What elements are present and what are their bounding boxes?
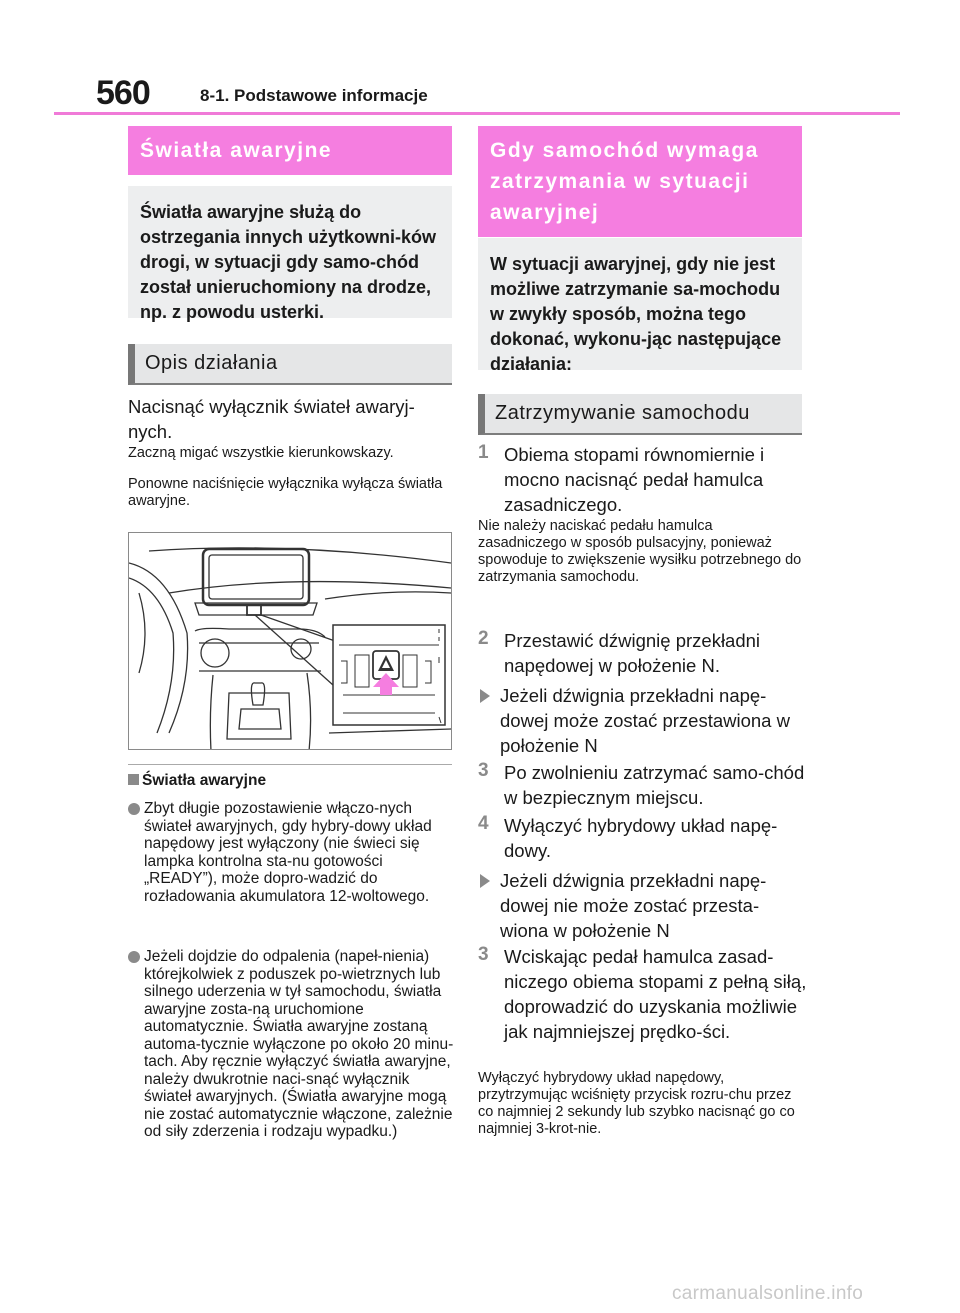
subheading-operation: Opis działania: [128, 344, 452, 385]
square-bullet-icon: [128, 774, 139, 785]
step-text: Wciskając pedał hamulca zasad-niczego obiema stopami z pełną siłą, doprowadzić do uzyskania możliwie jak najmniejszej prędko-ści.: [504, 946, 807, 1042]
arrow-bullet-icon: [480, 689, 490, 703]
intro-box-hazard-lights: [128, 186, 452, 322]
page-number: 560: [96, 74, 150, 112]
step-3b-note: Wyłączyć hybrydowy układ napędowy, przytrzymując wciśnięty przycisk rozru-chu przez co najmniej 2 sekundy lub szybko nacisnąć go co najmniej 3-krot-nie.: [478, 1070, 795, 1137]
watermark: carmanualsonline.info: [672, 1283, 864, 1304]
instruction-press-switch: Nacisnąć wyłącznik świateł awaryj-nych.: [128, 396, 415, 442]
step-number: 4: [478, 813, 489, 834]
step-number: 3: [478, 944, 489, 965]
dashboard-illustration: [128, 532, 452, 750]
step-text: Przestawić dźwignię przekładni napędowej w położenie N.: [504, 630, 761, 676]
figure-divider: [128, 764, 452, 765]
subheading-stopping-vehicle: Zatrzymywanie samochodu: [478, 394, 802, 435]
intro-box-emergency-stop: [478, 238, 802, 374]
step-1-note: Nie należy naciskać pedału hamulca zasadniczego w sposób pulsacyjny, ponieważ spowoduje to zwiększenie wysiłku potrzebnego do zatrzymania samochodu.: [478, 518, 802, 585]
step-number: 1: [478, 442, 489, 463]
step-number: 3: [478, 760, 489, 781]
intro-text: Światła awaryjne służą do ostrzegania innych użytkowni-ków drogi, w sytuacji gdy samo-chód został unieruchomiony na drodze, np. z powodu usterki.: [128, 186, 452, 318]
step-number: 2: [478, 628, 489, 649]
section-title-emergency-stop: Gdy samochód wymaga zatrzymania w sytuacji awaryjnej: [478, 126, 802, 237]
note-indicators-flash: Zaczną migać wszystkie kierunkowskazy.: [128, 445, 394, 461]
arrow-bullet-icon: [480, 874, 490, 888]
intro-text-emergency: W sytuacji awaryjnej, gdy nie jest możliwe zatrzymanie sa-mochodu w zwykły sposób, można tego dokonać, wykonu-jąc następujące działania:: [478, 238, 802, 370]
dashboard-drawing: [129, 533, 452, 750]
page-header: [96, 74, 900, 114]
chapter-title: 8-1. Podstawowe informacje: [200, 86, 428, 105]
header-divider: [54, 112, 900, 115]
step-text: Wyłączyć hybrydowy układ napę-dowy.: [504, 815, 778, 861]
notes-heading: Światła awaryjne: [128, 772, 266, 790]
step-text: Po zwolnieniu zatrzymać samo-chód w bezpiecznym miejscu.: [504, 762, 805, 808]
step-text: Obiema stopami równomiernie i mocno nacisnąć pedał hamulca zasadniczego.: [504, 444, 765, 515]
round-bullet-icon: [128, 803, 140, 815]
round-bullet-icon: [128, 951, 140, 963]
section-title-hazard-lights: Światła awaryjne: [128, 126, 452, 175]
note-press-again: Ponowne naciśnięcie wyłącznika wyłącza światła awaryjne.: [128, 476, 443, 509]
